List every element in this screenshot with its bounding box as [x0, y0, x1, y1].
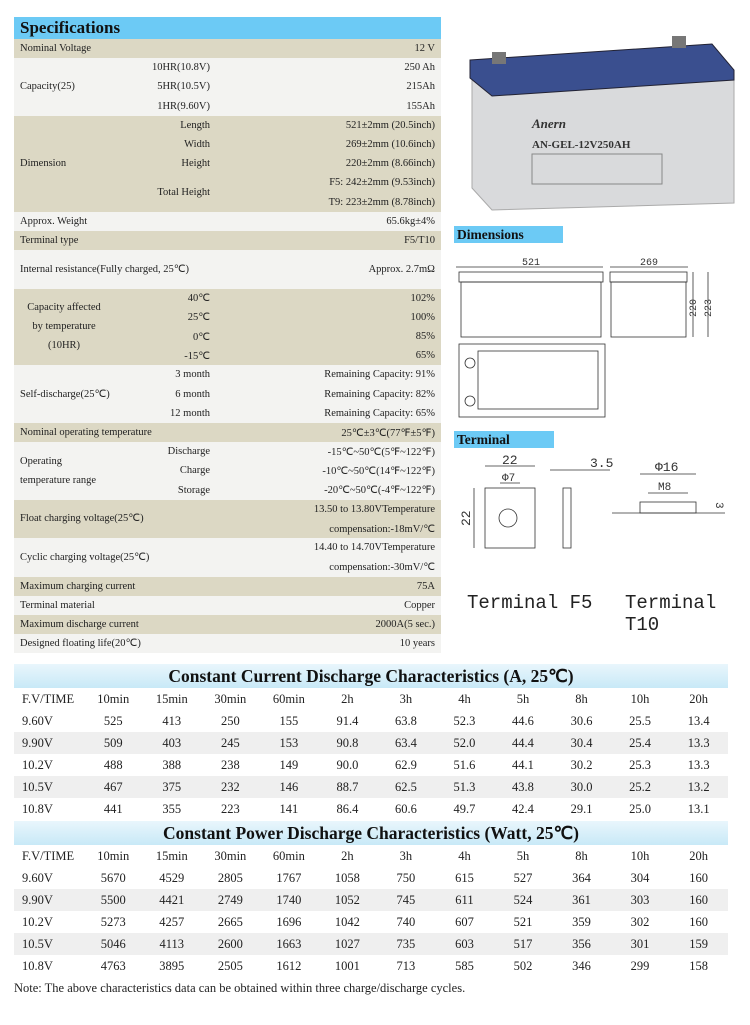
spec-label: [20, 500, 144, 538]
table-row: [14, 889, 728, 911]
spec-label: [20, 577, 135, 596]
table-cell: 1052: [318, 889, 377, 911]
table-cell: 359: [572, 915, 591, 929]
spec-label-line: (10HR): [47, 340, 81, 352]
table-cell: 159: [669, 933, 728, 955]
spec-label-line: Capacity(25): [20, 81, 75, 93]
table-cell: 9.90V: [14, 889, 84, 911]
table-cell: 488: [103, 758, 123, 772]
table-cell: 5046: [84, 933, 143, 955]
spec-sublabel: 40℃: [187, 293, 210, 305]
terminal-title: Terminal: [454, 431, 554, 448]
table-title: Constant Power Discharge Characteristics (Watt, 25℃): [14, 821, 728, 845]
spec-value: Remaining Capacity: 82%: [324, 388, 435, 400]
table-cell: 5h: [516, 849, 530, 863]
spec-value: F5/T10: [404, 235, 435, 247]
spec-value: 250 Ah: [404, 62, 435, 74]
table-cell: 9.90V: [14, 732, 84, 754]
table-cell: 160: [669, 889, 728, 911]
dimensions-drawing: [450, 255, 730, 425]
spec-label: [20, 116, 66, 212]
table-cell: 250: [220, 714, 240, 728]
table-cell: 52.3: [453, 714, 476, 728]
table-row: [14, 911, 728, 933]
spec-row: [14, 596, 441, 615]
table-cell: 90.0: [336, 758, 359, 772]
spec-label: [20, 615, 139, 634]
spec-label: [20, 423, 152, 442]
table-cell: 25.5: [629, 714, 651, 728]
spec-label: [14, 289, 114, 366]
spec-row: [14, 634, 441, 653]
spec-value: compensation:-18mV/℃: [329, 523, 435, 535]
table-cell: 1001: [334, 959, 360, 973]
table-cell: 521: [513, 915, 533, 929]
spec-sublabel: Charge: [179, 465, 210, 477]
table-cell: 301: [611, 933, 670, 955]
table-cell: 15min: [155, 849, 188, 863]
table-cell: 388: [162, 758, 182, 772]
spec-sublabel: Storage: [177, 484, 210, 496]
spec-sublabel: 0℃: [192, 331, 210, 343]
terminal-t10-label: Terminal T10: [625, 592, 717, 636]
table-cell: 4763: [100, 959, 126, 973]
table-cell: 25.0: [629, 802, 651, 816]
table-cell: 364: [572, 871, 591, 885]
table-cell: 10h: [630, 849, 650, 863]
spec-row: [14, 58, 441, 116]
table-cell: 403: [143, 732, 202, 754]
spec-value: 215Ah: [406, 81, 435, 93]
table-cell: 3h: [399, 692, 413, 706]
spec-sublabel: Length: [180, 119, 210, 131]
table-cell: 30.0: [552, 776, 611, 798]
terminal-f5-label: Terminal F5: [467, 592, 593, 614]
spec-sublabel: 1HR(9.60V): [157, 100, 210, 112]
brand-label: Anern: [532, 116, 566, 131]
table-cell: 149: [279, 758, 299, 772]
table-cell: 356: [552, 933, 611, 955]
table-row: [14, 754, 728, 776]
spec-label: [20, 442, 96, 500]
table-cell: 8h: [575, 849, 588, 863]
table-cell: 30.2: [570, 758, 593, 772]
table-cell: 750: [396, 871, 416, 885]
table-cell: 155: [279, 714, 299, 728]
table-cell: 2665: [217, 915, 243, 929]
table-cell: 3895: [159, 959, 185, 973]
spec-value: Remaining Capacity: 65%: [324, 407, 435, 419]
spec-row: [14, 39, 441, 58]
spec-value: 25℃±3℃(77℉±5℉): [341, 427, 435, 439]
spec-sublabel: Width: [184, 139, 210, 151]
battery-product-image: [462, 18, 742, 213]
spec-value: 65%: [415, 350, 435, 362]
spec-label-line: Approx. Weight: [20, 215, 88, 227]
table-cell: 15min: [155, 692, 188, 706]
spec-value: 12 V: [414, 43, 435, 55]
table-cell: 611: [435, 889, 494, 911]
spec-row: [14, 615, 441, 634]
spec-value: 269±2mm (10.6inch): [345, 139, 435, 151]
table-cell: 4113: [143, 933, 202, 955]
table-cell: 8h: [575, 692, 588, 706]
terminal-width-label: 22: [502, 453, 518, 468]
table-cell: 60min: [272, 849, 305, 863]
spec-value: Copper: [404, 599, 435, 611]
table-cell: 62.9: [394, 758, 417, 772]
table-cell: 30min: [214, 692, 247, 706]
table-cell: 2505: [217, 959, 243, 973]
width-label: 269: [640, 258, 659, 269]
specifications-table: [14, 17, 441, 653]
table-cell: 30.4: [552, 732, 611, 754]
spec-sublabel: Height: [181, 158, 210, 170]
table-row: [14, 710, 728, 732]
spec-label-line: Dimension: [20, 158, 67, 170]
spec-value: 65.6kg±4%: [386, 215, 435, 227]
spec-value: 155Ah: [406, 100, 435, 112]
table-cell: 232: [201, 776, 260, 798]
table-cell: 25.3: [629, 758, 651, 772]
table-cell: 585: [455, 959, 474, 973]
table-cell: 1027: [318, 933, 377, 955]
spec-label-line: by temperature: [32, 321, 96, 333]
spec-value: Remaining Capacity: 91%: [324, 369, 435, 381]
spec-sublabel: 3 month: [175, 369, 210, 381]
spec-label-line: Terminal type: [20, 235, 79, 247]
spec-row: [14, 538, 441, 576]
spec-row: [14, 442, 441, 500]
spec-sublabel: -15℃: [184, 350, 210, 362]
table-cell: 44.1: [512, 758, 534, 772]
table-cell: 10min: [97, 692, 130, 706]
table-cell: 153: [260, 732, 319, 754]
terminal-thread-label: M8: [658, 482, 672, 494]
table-cell: 2749: [201, 889, 260, 911]
spec-row: [14, 250, 441, 288]
spec-row: [14, 423, 441, 442]
terminal-drawing: [450, 452, 740, 587]
table-cell: 2h: [341, 849, 354, 863]
table-cell: 91.4: [336, 714, 359, 728]
table-cell: 1767: [276, 871, 302, 885]
table-cell: 9.60V: [22, 871, 53, 885]
table-cell: 517: [494, 933, 553, 955]
note-text: Note: The above characteristics data can be obtained within three charge/discharge cycles.: [14, 981, 466, 995]
spec-value: Approx. 2.7mΩ: [368, 263, 435, 275]
table-row: [14, 732, 728, 754]
spec-label: [20, 58, 75, 116]
spec-label: [20, 538, 149, 576]
table-cell: 502: [513, 959, 533, 973]
height-label: 220: [689, 298, 700, 317]
spec-value: 102%: [410, 292, 435, 304]
table-cell: 10.2V: [22, 758, 53, 772]
spec-label-line: Internal resistance(Fully charged, 25℃): [20, 263, 190, 275]
table-cell: 146: [260, 776, 319, 798]
current-discharge-table: [14, 664, 728, 820]
spec-sublabel: 25℃: [187, 312, 210, 324]
spec-label-line: temperature range: [20, 474, 97, 486]
table-cell: 62.5: [377, 776, 436, 798]
table-cell: 25.4: [611, 732, 670, 754]
table-cell: 355: [162, 802, 182, 816]
table-cell: 4421: [143, 889, 202, 911]
terminal-hole-label: Φ7: [502, 473, 516, 485]
table-cell: 25.2: [611, 776, 670, 798]
table-cell: 735: [377, 933, 436, 955]
spec-label: [20, 231, 78, 250]
table-cell: 299: [630, 959, 650, 973]
table-cell: 141: [279, 802, 299, 816]
spec-label: [20, 250, 189, 288]
table-cell: 1612: [276, 959, 302, 973]
table-cell: 60.6: [394, 802, 417, 816]
table-cell: 745: [377, 889, 436, 911]
spec-value: 521±2mm (20.5inch): [345, 119, 435, 131]
table-cell: 86.4: [336, 802, 359, 816]
spec-label-line: Maximum charging current: [20, 580, 136, 592]
table-cell: 90.8: [318, 732, 377, 754]
table-cell: 1663: [260, 933, 319, 955]
table-cell: 441: [103, 802, 123, 816]
spec-sublabel: Discharge: [167, 446, 210, 458]
spec-value: 220±2mm (8.66inch): [345, 158, 435, 170]
spec-label-line: Designed floating life(20℃): [20, 638, 141, 650]
spec-label-line: Float charging voltage(25℃): [20, 513, 144, 525]
spec-value: T9: 223±2mm (8.78inch): [328, 196, 435, 208]
table-cell: 5500: [84, 889, 143, 911]
total-height-label: 223: [704, 298, 715, 317]
table-cell: 5h: [516, 692, 530, 706]
table-cell: 51.3: [435, 776, 494, 798]
spec-sublabel: 12 month: [170, 407, 210, 419]
table-cell: 527: [513, 871, 533, 885]
table-cell: 10.5V: [14, 776, 84, 798]
table-cell: 10.5V: [14, 933, 84, 955]
spec-value: 100%: [410, 311, 435, 323]
table-cell: 603: [435, 933, 494, 955]
power-discharge-table: [14, 821, 728, 977]
spec-value: 85%: [415, 331, 435, 343]
table-cell: 740: [396, 915, 416, 929]
spec-label-line: Nominal operating temperature: [20, 427, 152, 439]
table-cell: 10.8V: [22, 802, 53, 816]
table-cell: 4h: [458, 849, 471, 863]
table-cell: 49.7: [453, 802, 476, 816]
terminal-thickness-label: 3.5: [590, 456, 614, 471]
table-cell: 158: [689, 959, 709, 973]
table-cell: 1740: [260, 889, 319, 911]
spec-label-line: Maximum discharge current: [20, 618, 139, 630]
table-cell: 13.2: [669, 776, 728, 798]
table-cell: 88.7: [318, 776, 377, 798]
spec-value: 75A: [416, 580, 435, 592]
table-row: [14, 955, 728, 977]
table-header-row: [14, 688, 728, 710]
table-cell: 303: [611, 889, 670, 911]
spec-sublabel: 10HR(10.8V): [151, 62, 210, 74]
table-cell: 160: [689, 871, 709, 885]
table-cell: 44.6: [512, 714, 534, 728]
model-label: AN-GEL-12V250AH: [532, 139, 631, 151]
table-cell: 361: [552, 889, 611, 911]
spec-label-line: Terminal material: [20, 599, 95, 611]
spec-row: [14, 577, 441, 596]
length-label: 521: [522, 258, 541, 269]
table-cell: 42.4: [512, 802, 534, 816]
table-cell: 467: [84, 776, 143, 798]
table-cell: 2h: [341, 692, 354, 706]
table-cell: 10h: [630, 692, 650, 706]
spec-value: 14.40 to 14.70VTemperature: [313, 542, 435, 554]
table-cell: 10.8V: [22, 959, 53, 973]
table-cell: 3h: [399, 849, 413, 863]
terminal-post-height-label: 3: [712, 502, 724, 509]
spec-label-line: Capacity affected: [27, 302, 101, 314]
table-cell: 304: [630, 871, 650, 885]
table-cell: 51.6: [453, 758, 476, 772]
table-cell: 20h: [689, 692, 709, 706]
spec-label: [20, 212, 87, 231]
table-cell: 10.2V: [22, 915, 53, 929]
table-cell: 5670: [100, 871, 126, 885]
table-cell: 10min: [97, 849, 130, 863]
table-cell: 4257: [159, 915, 185, 929]
table-cell: 160: [689, 915, 709, 929]
terminal-height-label: 22: [459, 510, 474, 526]
spec-value: 2000A(5 sec.): [375, 618, 435, 630]
spec-label-line: Cyclic charging voltage(25℃): [20, 551, 150, 563]
table-row: [14, 776, 728, 798]
table-cell: 509: [84, 732, 143, 754]
table-row: [14, 933, 728, 955]
dimensions-title: Dimensions: [454, 226, 563, 243]
table-cell: 30.6: [570, 714, 593, 728]
spec-value: -10℃~50℃(14℉~122℉): [322, 465, 435, 477]
spec-value: 10 years: [399, 638, 435, 650]
spec-row: [14, 365, 441, 423]
spec-row: [14, 500, 441, 538]
table-title: Constant Current Discharge Characteristics (A, 25℃): [14, 664, 728, 688]
table-cell: 30min: [214, 849, 247, 863]
table-cell: 63.4: [377, 732, 436, 754]
terminal-diameter-label: Φ16: [655, 460, 679, 475]
spec-sublabel: Total Height: [157, 187, 210, 199]
table-cell: 13.1: [687, 802, 710, 816]
table-cell: 245: [201, 732, 260, 754]
table-cell: 1058: [334, 871, 360, 885]
table-cell: 60min: [272, 692, 305, 706]
specifications-title: Specifications: [14, 17, 441, 39]
spec-label: [20, 596, 95, 615]
table-cell: 9.60V: [22, 714, 53, 728]
table-cell: 63.8: [394, 714, 417, 728]
table-cell: 4h: [458, 692, 471, 706]
spec-label: [20, 634, 141, 653]
spec-value: -15℃~50℃(5℉~122℉): [327, 446, 435, 458]
table-cell: 20h: [689, 849, 709, 863]
spec-row: [14, 231, 441, 250]
table-cell: 607: [455, 915, 474, 929]
spec-sublabel: 6 month: [175, 388, 210, 400]
spec-value: compensation:-30mV/℃: [329, 561, 435, 573]
table-cell: 346: [572, 959, 591, 973]
table-cell: 44.4: [494, 732, 553, 754]
table-cell: F.V/TIME: [22, 849, 75, 863]
table-cell: 13.3: [687, 758, 710, 772]
spec-sublabel: 5HR(10.5V): [157, 81, 210, 93]
table-cell: F.V/TIME: [22, 692, 75, 706]
spec-row: [14, 116, 441, 212]
spec-row: [14, 212, 441, 231]
table-row: [14, 798, 728, 820]
spec-label-line: Self-discharge(25℃): [20, 388, 110, 400]
table-cell: 43.8: [494, 776, 553, 798]
table-cell: 375: [143, 776, 202, 798]
table-cell: 713: [396, 959, 416, 973]
table-cell: 525: [103, 714, 123, 728]
table-cell: 52.0: [435, 732, 494, 754]
table-cell: 13.4: [687, 714, 710, 728]
table-cell: 615: [455, 871, 474, 885]
spec-value: F5: 242±2mm (9.53inch): [329, 177, 435, 189]
table-cell: 238: [220, 758, 240, 772]
table-cell: 413: [162, 714, 182, 728]
table-cell: 223: [220, 802, 240, 816]
table-cell: 302: [630, 915, 650, 929]
table-cell: 13.3: [669, 732, 728, 754]
table-row: [14, 867, 728, 889]
spec-value: 13.50 to 13.80VTemperature: [313, 503, 435, 515]
table-cell: 1042: [334, 915, 360, 929]
spec-label: [20, 39, 91, 58]
table-cell: 5273: [100, 915, 126, 929]
table-cell: 29.1: [570, 802, 593, 816]
table-cell: 4529: [159, 871, 185, 885]
spec-row: [14, 289, 441, 366]
spec-label-line: Operating: [20, 455, 62, 467]
spec-label-line: Nominal Voltage: [20, 43, 92, 55]
table-cell: 2600: [201, 933, 260, 955]
table-cell: 524: [494, 889, 553, 911]
table-cell: 2805: [217, 871, 243, 885]
spec-value: -20℃~50℃(-4℉~122℉): [324, 485, 435, 497]
table-header-row: [14, 845, 728, 867]
spec-label: [20, 365, 110, 423]
table-cell: 1696: [276, 915, 302, 929]
